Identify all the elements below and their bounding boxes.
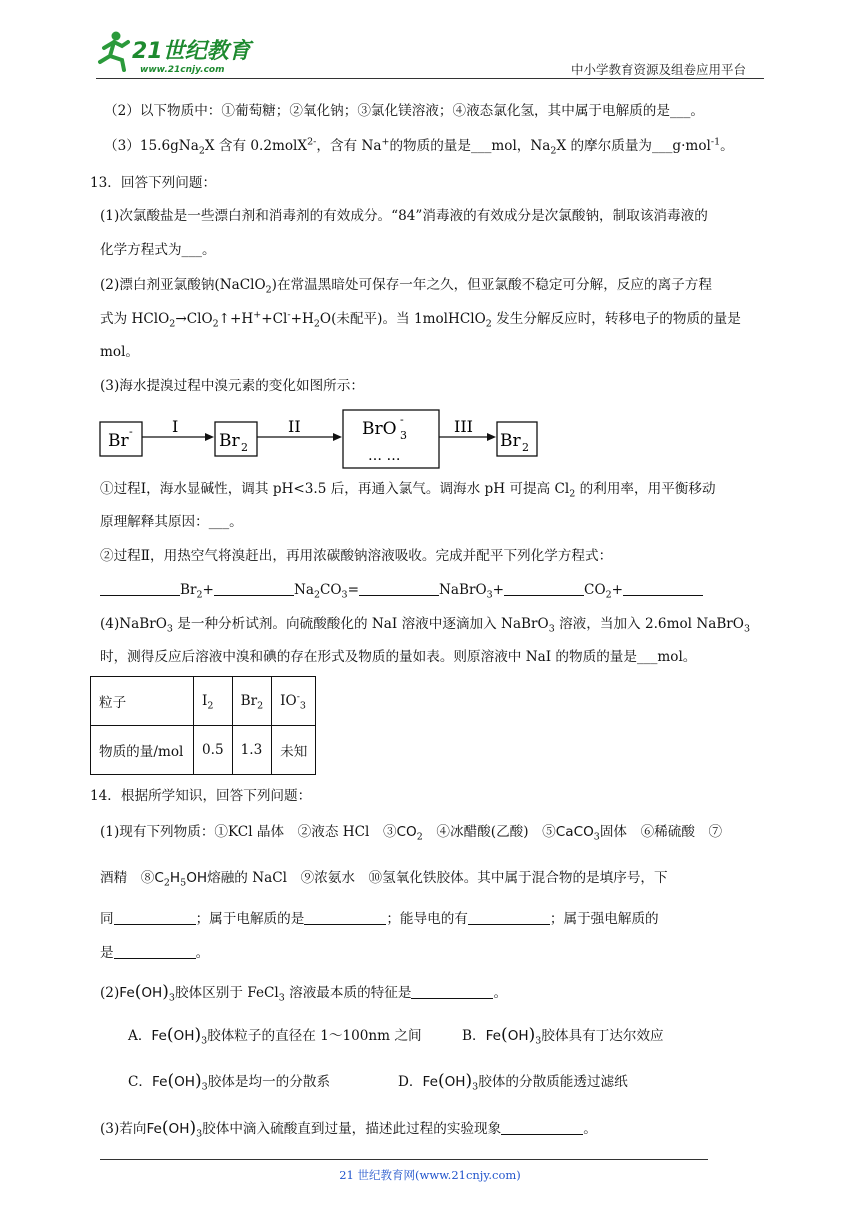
paren: ( bbox=[134, 982, 142, 1002]
sub: 3 bbox=[472, 1081, 479, 1093]
sub: 2 bbox=[265, 284, 272, 296]
paren: ( bbox=[501, 1025, 508, 1045]
q12-3-text bbox=[104, 136, 734, 156]
q14-title: 14．根据所学知识，回答下列问题： bbox=[90, 788, 312, 804]
q12-2-text: （2）以下物质中：①葡萄糖；②氧化钠；③氯化镁溶液；④液态氯化氢，其中属于电解质的是___。 bbox=[104, 103, 704, 119]
bromine-flow-diagram bbox=[98, 390, 538, 470]
sub: 2 bbox=[196, 589, 203, 601]
cell-text: I bbox=[202, 693, 208, 709]
formula-ethanol: C bbox=[154, 870, 164, 886]
text-part: Br bbox=[180, 582, 197, 598]
sub: 3 bbox=[486, 589, 493, 601]
text-part: NaBrO bbox=[438, 582, 487, 598]
text-part: (3)若向 bbox=[100, 1121, 147, 1137]
table-cell: 1.3 bbox=[232, 726, 272, 775]
sub: 2 bbox=[257, 700, 264, 712]
sub: 2 bbox=[550, 145, 557, 157]
flow-box-br2-b-label: Br bbox=[500, 431, 521, 451]
footer-divider bbox=[100, 1159, 708, 1160]
formula-fe: Fe bbox=[152, 1074, 168, 1090]
logo-text: 21世纪教育 bbox=[132, 39, 251, 64]
formula-oh: OH bbox=[174, 1074, 196, 1090]
sup: + bbox=[253, 309, 262, 321]
flow-box-br2-b-sub: 2 bbox=[522, 441, 529, 454]
sub: 3 bbox=[201, 1035, 208, 1047]
text-part: 胶体区别于 FeCl bbox=[174, 985, 279, 1001]
sub: 2 bbox=[485, 318, 492, 330]
paren: ( bbox=[167, 1071, 175, 1091]
formula-fe: Fe bbox=[119, 985, 135, 1001]
flow-box-bro3-label: BrO bbox=[362, 419, 397, 439]
flow-box-bro3-sup: - bbox=[400, 413, 404, 426]
flow-box-br2-a-sub: 2 bbox=[241, 441, 248, 454]
q14-1-blanks bbox=[100, 909, 659, 929]
sub: 3 bbox=[341, 589, 348, 601]
answer-blank[interactable] bbox=[504, 581, 584, 596]
q14-3-text bbox=[100, 1118, 597, 1139]
sub: 2 bbox=[416, 831, 423, 843]
sub: 2 bbox=[163, 877, 170, 889]
formula-caco3: CaCO bbox=[555, 824, 594, 840]
option-letter: D． bbox=[398, 1074, 423, 1090]
paren: ) bbox=[465, 1071, 473, 1091]
sub: 3 bbox=[168, 992, 175, 1004]
sub: 3 bbox=[593, 831, 600, 843]
text-part: + bbox=[492, 582, 505, 598]
sub: 3 bbox=[535, 1035, 542, 1047]
table-row bbox=[91, 677, 316, 726]
formula-fe: Fe bbox=[151, 1028, 167, 1044]
text-part: ；属于电解质的是 bbox=[195, 911, 305, 927]
flow-box-br2-a-label: Br bbox=[219, 431, 240, 451]
text-part: 酒精 ⑧ bbox=[100, 870, 155, 886]
option-a[interactable] bbox=[128, 1025, 422, 1046]
text-part: = bbox=[347, 582, 359, 598]
paren: ) bbox=[195, 1071, 202, 1091]
q13-3-1-text-cont: 原理解释其原因：___。 bbox=[100, 514, 243, 530]
q12-3-part: ，含有 Na bbox=[316, 138, 382, 154]
q13-3-1-text bbox=[100, 479, 716, 499]
sup: 2- bbox=[307, 136, 317, 148]
text-part: (1)现有下列物质：①KCl 晶体 ②液态 HCl ③ bbox=[100, 824, 397, 840]
flow-arrowhead-1 bbox=[205, 433, 214, 441]
flow-arrowhead-3 bbox=[487, 433, 496, 441]
flow-box-bro3-sub: 3 bbox=[400, 429, 407, 442]
runner-icon bbox=[100, 32, 128, 71]
flow-box-br-ion-sup: - bbox=[129, 425, 133, 438]
text-part: 是 bbox=[100, 945, 114, 961]
paren: ( bbox=[437, 1071, 445, 1091]
formula-fe: Fe bbox=[146, 1121, 162, 1137]
option-letter: B． bbox=[462, 1028, 486, 1044]
flow-step-1-label: I bbox=[172, 417, 179, 436]
paren: ) bbox=[194, 1025, 202, 1045]
sub: 5 bbox=[180, 877, 187, 889]
formula-oh: OH bbox=[507, 1028, 529, 1044]
text-part: ；属于强电解质的 bbox=[549, 911, 659, 927]
text-part: 胶体中滴入硫酸直到过量，描述此过程的实验现象 bbox=[202, 1121, 502, 1137]
formula-ethanol: H bbox=[169, 870, 181, 886]
text-part: 。 bbox=[493, 985, 508, 1001]
option-c[interactable] bbox=[128, 1071, 330, 1092]
q13-2-text-cont: mol。 bbox=[100, 344, 140, 360]
paren: ( bbox=[161, 1118, 169, 1138]
answer-blank[interactable] bbox=[468, 910, 550, 925]
answer-blank[interactable] bbox=[359, 581, 439, 596]
option-d[interactable] bbox=[398, 1071, 628, 1092]
text-part: 的利用率，用平衡移动 bbox=[575, 481, 716, 497]
option-b[interactable] bbox=[462, 1025, 664, 1046]
q14-1-text-cont bbox=[100, 868, 668, 888]
site-logo bbox=[96, 28, 266, 76]
q12-3-part: （3）15.6gNa bbox=[104, 138, 199, 154]
option-text: 胶体是均一的分散系 bbox=[207, 1074, 331, 1090]
option-text: 胶体粒子的直径在 1～100nm 之间 bbox=[207, 1028, 422, 1044]
answer-blank[interactable] bbox=[501, 1120, 583, 1135]
text-part: O(未配平)。当 1molHClO bbox=[319, 311, 486, 327]
formula-oh: OH bbox=[444, 1074, 466, 1090]
q12-3-part: 的物质的量是___mol，Na bbox=[389, 138, 551, 154]
sub: 3 bbox=[201, 1081, 208, 1093]
text-part: CO bbox=[319, 582, 342, 598]
sup: -1 bbox=[710, 136, 721, 148]
text-part: 熔融的 NaCl ⑨浓氨水 ⑩氢氧化铁胶体。其中属于混合物的是填序号，下 bbox=[207, 870, 668, 886]
cell-text: IO bbox=[280, 693, 297, 709]
answer-blank[interactable] bbox=[114, 944, 196, 959]
text-part: +H bbox=[290, 311, 314, 327]
paren: ) bbox=[162, 982, 169, 1002]
text-part: 溶液最本质的特征是 bbox=[284, 985, 412, 1001]
q13-2-equation bbox=[100, 309, 741, 329]
page-header bbox=[0, 0, 860, 80]
sup: + bbox=[381, 136, 390, 148]
q13-4-text bbox=[100, 614, 750, 634]
text-part: + bbox=[202, 582, 214, 598]
text-part: CO bbox=[584, 582, 606, 598]
table-cell bbox=[272, 677, 316, 726]
text-part: +Cl bbox=[261, 311, 288, 327]
sub: 3 bbox=[278, 992, 285, 1004]
sub: 3 bbox=[299, 700, 306, 712]
formula-oh: OH bbox=[168, 1121, 190, 1137]
flow-box-bro3-etc: … … bbox=[368, 448, 401, 464]
q14-2-text bbox=[100, 982, 507, 1003]
sub: 3 bbox=[196, 1128, 203, 1140]
text-part: 是一种分析试剂。向硫酸酸化的 NaI 溶液中逐滴加入 NaBrO bbox=[172, 616, 549, 632]
text-part: 式为 HClO bbox=[100, 311, 170, 327]
text-part: 固体 ⑥稀硫酸 ⑦ bbox=[599, 824, 723, 840]
q12-3-part: 。 bbox=[720, 138, 734, 154]
q12-3-part: X 的摩尔质量为___g·mol bbox=[556, 138, 711, 154]
species-table bbox=[90, 676, 316, 775]
answer-blank[interactable] bbox=[623, 581, 703, 596]
table-cell: 物质的量/mol bbox=[91, 726, 194, 775]
text-part: Na bbox=[293, 582, 314, 598]
header-divider bbox=[96, 78, 764, 79]
answer-blank[interactable] bbox=[114, 910, 196, 925]
sub: 2 bbox=[313, 318, 320, 330]
option-letter: C． bbox=[128, 1074, 152, 1090]
flow-step-2-label: II bbox=[288, 417, 301, 436]
text-part: 发生分解反应时，转移电子的物质的量是 bbox=[491, 311, 741, 327]
footer-link[interactable]: 21 世纪教育网(www.21cnjy.com) bbox=[339, 1168, 521, 1182]
header-platform-text: 中小学教育资源及组卷应用平台 bbox=[571, 62, 747, 77]
text-part: ↑+H bbox=[218, 311, 254, 327]
text-part: + bbox=[611, 582, 624, 598]
answer-blank[interactable] bbox=[304, 910, 386, 925]
sub: 2 bbox=[212, 318, 219, 330]
paren: ( bbox=[166, 1025, 174, 1045]
paren: ) bbox=[189, 1118, 197, 1138]
formula-fe: Fe bbox=[485, 1028, 502, 1044]
table-cell: 未知 bbox=[272, 726, 316, 775]
sub: 2 bbox=[569, 488, 576, 500]
q12-3-part: X 含有 0.2molX bbox=[204, 138, 308, 154]
q14-1-blanks-cont bbox=[100, 943, 209, 963]
sub: 2 bbox=[605, 589, 612, 601]
option-text: 胶体的分散质能透过滤纸 bbox=[478, 1074, 628, 1090]
sub: 2 bbox=[198, 145, 205, 157]
flow-arrowhead-2 bbox=[333, 433, 342, 441]
text-part: (2)漂白剂亚氯酸钠(NaClO bbox=[100, 277, 266, 293]
option-letter: A． bbox=[128, 1028, 152, 1044]
text-part: →ClO bbox=[175, 311, 213, 327]
formula-oh: OH bbox=[173, 1028, 195, 1044]
sub: 3 bbox=[548, 623, 555, 635]
text-part: ；能导电的有 bbox=[386, 911, 468, 927]
q13-1-text: (1)次氯酸盐是一些漂白剂和消毒剂的有效成分。“84”消毒液的有效成分是次氯酸钠，制取该消毒液的 bbox=[100, 208, 708, 224]
q14-1-text bbox=[100, 822, 722, 842]
sub: 2 bbox=[169, 318, 176, 330]
cell-text: Br bbox=[240, 693, 258, 709]
q13-3-text: (3)海水提溴过程中溴元素的变化如图所示： bbox=[100, 378, 364, 394]
q13-3-2-equation bbox=[100, 580, 703, 600]
text-part: ④冰醋酸(乙酸) ⑤ bbox=[422, 824, 556, 840]
text-part: (4)NaBrO bbox=[100, 616, 167, 632]
sub: 2 bbox=[207, 700, 214, 712]
text-part: (2) bbox=[100, 985, 120, 1001]
logo-url: www.21cnjy.com bbox=[140, 65, 225, 75]
sub: 3 bbox=[166, 623, 173, 635]
q13-title: 13．回答下列问题： bbox=[90, 175, 217, 191]
sub: 2 bbox=[313, 589, 320, 601]
paren: ) bbox=[528, 1025, 536, 1045]
text-part: ①过程Ⅰ，海水显碱性，调其 pH<3.5 后，再通入氯气。调海水 pH 可提高 Cl bbox=[100, 481, 570, 497]
sub: 3 bbox=[743, 623, 750, 635]
q13-3-2-text: ②过程Ⅱ，用热空气将溴赶出，再用浓碳酸钠溶液吸收。完成并配平下列化学方程式： bbox=[100, 548, 613, 564]
answer-blank[interactable] bbox=[411, 984, 493, 999]
sup: - bbox=[296, 691, 300, 703]
sup: - bbox=[287, 309, 291, 321]
table-cell bbox=[232, 677, 272, 726]
table-cell: 0.5 bbox=[194, 726, 233, 775]
q13-4-text-cont: 时，测得反应后溶液中溴和碘的存在形式及物质的量如表。则原溶液中 NaI 的物质的量是___mol。 bbox=[100, 649, 697, 665]
table-row bbox=[91, 726, 316, 775]
text-part: 溶液，当加入 2.6mol NaBrO bbox=[554, 616, 744, 632]
table-cell: 粒子 bbox=[91, 677, 194, 726]
formula-ethanol: OH bbox=[186, 870, 208, 886]
flow-step-3-label: III bbox=[454, 417, 473, 436]
text-part: )在常温黑暗处可保存一年之久，但亚氯酸不稳定可分解，反应的离子方程 bbox=[271, 277, 712, 293]
option-text: 胶体具有丁达尔效应 bbox=[541, 1028, 664, 1044]
text-part: 。 bbox=[583, 1121, 597, 1137]
q13-2-text bbox=[100, 275, 712, 295]
formula-oh: OH bbox=[141, 985, 163, 1001]
flow-box-br-ion-label: Br bbox=[108, 431, 129, 451]
answer-blank[interactable] bbox=[100, 581, 180, 596]
formula-fe: Fe bbox=[422, 1074, 438, 1090]
q13-1-text-cont: 化学方程式为___。 bbox=[100, 242, 216, 258]
text-part: 。 bbox=[195, 945, 210, 961]
table-cell bbox=[194, 677, 233, 726]
text-part: 同 bbox=[100, 911, 114, 927]
answer-blank[interactable] bbox=[214, 581, 294, 596]
formula-co2: CO bbox=[396, 824, 417, 840]
